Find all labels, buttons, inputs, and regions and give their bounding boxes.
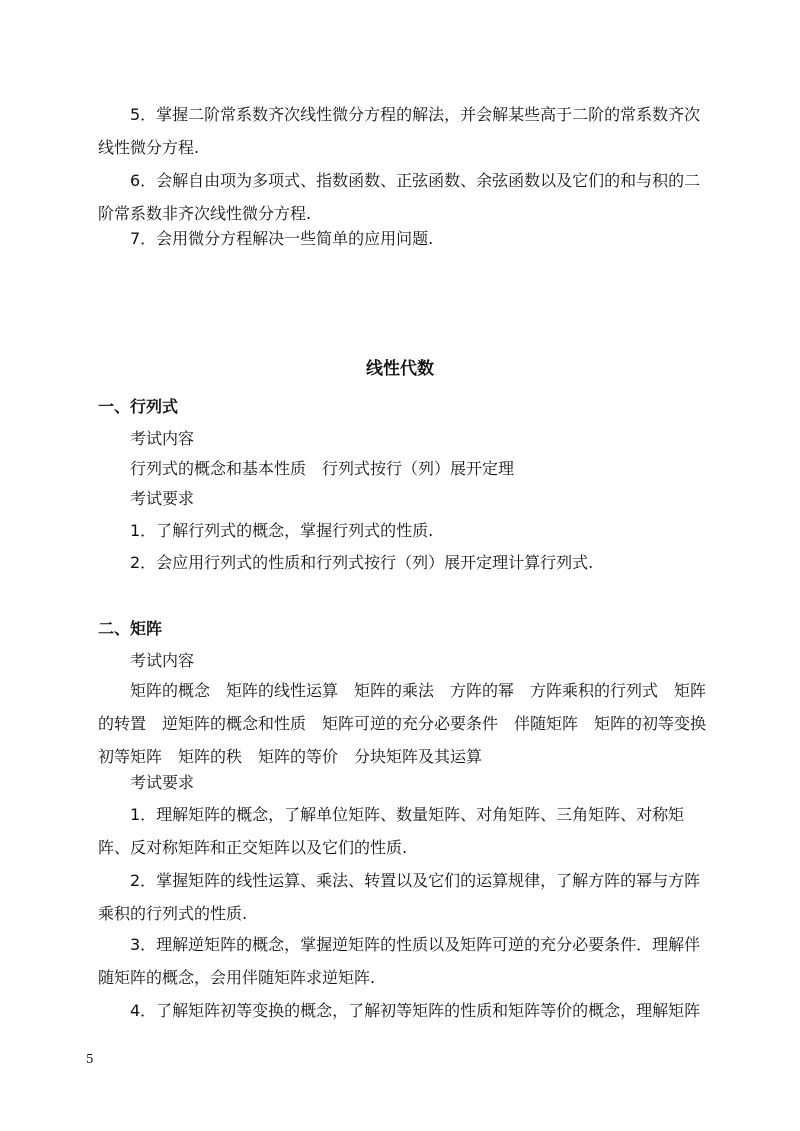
- sec1-heading: 一、行列式: [98, 397, 179, 416]
- sec1-req-2: 2．会应用行列式的性质和行列式按行（列）展开定理计算行列式.: [130, 553, 594, 572]
- sec2-heading: 二、矩阵: [98, 619, 163, 638]
- sec2-req-label: 考试要求: [130, 773, 195, 792]
- page-number: 5: [86, 1052, 94, 1066]
- section-title: 线性代数: [366, 359, 434, 379]
- sec2-req-4: 4．了解矩阵初等变换的概念，了解初等矩阵的性质和矩阵等价的概念，理解矩阵: [130, 1001, 701, 1020]
- sec1-content-label: 考试内容: [130, 429, 195, 448]
- sec2-content-label: 考试内容: [130, 651, 195, 670]
- intro-item-6: 6．会解自由项为多项式、指数函数、正弦函数、余弦函数以及它们的和与积的二阶常系数非齐次线性微分方程.: [98, 171, 701, 223]
- sec2-req-1: 1．理解矩阵的概念，了解单位矩阵、数量矩阵、对角矩阵、三角矩阵、对称矩阵、反对称矩阵和正交矩阵以及它们的性质.: [98, 805, 685, 857]
- sec2-req-3: 3．理解逆矩阵的概念，掌握逆矩阵的性质以及矩阵可逆的充分必要条件．理解伴随矩阵的概念，会用伴随矩阵求逆矩阵.: [98, 935, 701, 987]
- sec1-req-label: 考试要求: [130, 489, 195, 508]
- sec1-content: 行列式的概念和基本性质 行列式按行（列）展开定理: [130, 459, 515, 478]
- sec2-req-2: 2．掌握矩阵的线性运算、乘法、转置以及它们的运算规律，了解方阵的幂与方阵乘积的行列式的性质.: [98, 871, 701, 923]
- intro-item-7: 7．会用微分方程解决一些简单的应用问题.: [130, 229, 434, 248]
- sec1-req-1: 1．了解行列式的概念，掌握行列式的性质.: [130, 521, 434, 540]
- sec2-content: 矩阵的概念 矩阵的线性运算 矩阵的乘法 方阵的幂 方阵乘积的行列式 矩阵的转置 逆矩阵的概念和性质 矩阵可逆的充分必要条件 伴随矩阵 矩阵的初等变换 初等矩阵 矩阵的秩 矩阵的等价 分块矩阵及其运算: [98, 681, 723, 766]
- intro-item-5: 5．掌握二阶常系数齐次线性微分方程的解法，并会解某些高于二阶的常系数齐次线性微分方程.: [98, 105, 701, 157]
